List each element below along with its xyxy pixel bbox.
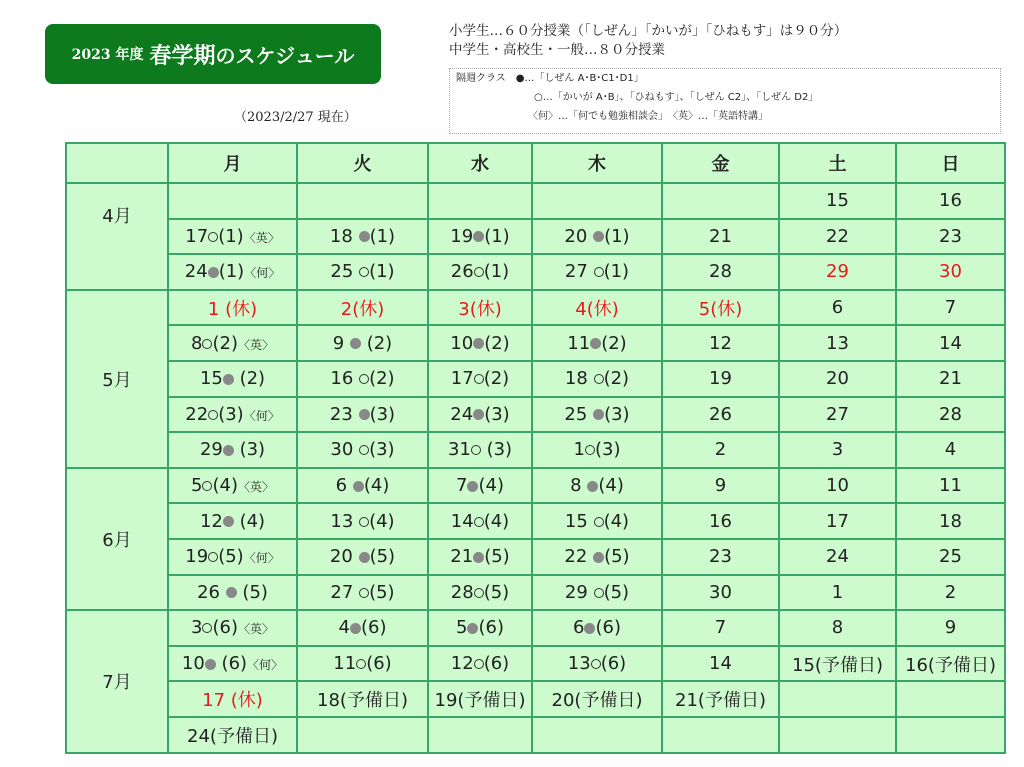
day-cell-sun: 23: [896, 219, 1005, 255]
day-cell-thu: 15 (4): [532, 503, 662, 539]
day-cell-tue: 23 (3): [297, 397, 428, 433]
day-cell-sun: 11: [896, 468, 1005, 504]
day-cell-thu: 8 (4): [532, 468, 662, 504]
calendar-row: [66, 681, 1005, 717]
day-cell-mon: 17 (1)〈英〉: [168, 219, 297, 255]
title-schedule: のスケジュール: [215, 43, 355, 68]
calendar-row: [66, 290, 1005, 326]
biweekly-dot-icon: [350, 623, 361, 634]
biweekly-dot-icon: [473, 409, 484, 420]
day-cell-wed: 24 (3): [428, 397, 532, 433]
day-cell-sat: 3: [779, 432, 896, 468]
day-cell-tue: 25 (1): [297, 254, 428, 290]
weekday-sat: 土: [779, 143, 896, 183]
day-cell-sun: 21: [896, 361, 1005, 397]
biweekly-ring-icon: [359, 517, 369, 527]
day-cell-fri: 21(予備日): [662, 681, 779, 717]
class-length-info: [449, 22, 847, 60]
day-cell-sat: 15: [779, 183, 896, 219]
as-of-date: （2023/2/27 現在）: [234, 110, 357, 125]
day-cell-mon: 1 (休): [168, 290, 297, 326]
day-cell-sun: 28: [896, 397, 1005, 433]
day-cell-thu: 25 (3): [532, 397, 662, 433]
biweekly-dot-icon: [467, 623, 478, 634]
day-cell-wed: 3(休): [428, 290, 532, 326]
day-cell-fri: 21: [662, 219, 779, 255]
biweekly-dot-icon: [587, 481, 598, 492]
biweekly-dot-icon: [593, 231, 604, 242]
day-cell-wed: 10 (2): [428, 325, 532, 361]
weekday-sun: 日: [896, 143, 1005, 183]
day-cell-sun: [896, 717, 1005, 753]
day-cell-fri: 30: [662, 575, 779, 611]
calendar-row: [66, 325, 1005, 361]
day-cell-tue: 16 (2): [297, 361, 428, 397]
month-label: 6月: [66, 468, 168, 610]
biweekly-ring-icon: [208, 232, 218, 242]
day-cell-sat: 8: [779, 610, 896, 646]
day-cell-fri: 19: [662, 361, 779, 397]
biweekly-ring-icon: [359, 588, 369, 598]
day-cell-tue: 18 (1): [297, 219, 428, 255]
day-cell-tue: 11 (6): [297, 646, 428, 682]
biweekly-ring-icon: [474, 374, 484, 384]
day-cell-wed: 26 (1): [428, 254, 532, 290]
day-cell-sat: [779, 717, 896, 753]
info-secondary: 中学生・高校生・一般…８０分授業: [449, 42, 665, 58]
biweekly-ring-icon: [585, 445, 595, 455]
day-cell-thu: 1 (3): [532, 432, 662, 468]
day-cell-fri: [662, 717, 779, 753]
calendar-row: [66, 575, 1005, 611]
day-cell-fri: 5(休): [662, 290, 779, 326]
day-cell-thu: 22 (5): [532, 539, 662, 575]
day-cell-thu: 13 (6): [532, 646, 662, 682]
biweekly-ring-icon: [359, 445, 369, 455]
day-cell-tue: 9 (2): [297, 325, 428, 361]
day-cell-mon: 24 (1)〈何〉: [168, 254, 297, 290]
day-cell-thu: 6 (6): [532, 610, 662, 646]
day-cell-sat: 10: [779, 468, 896, 504]
day-cell-sun: 30: [896, 254, 1005, 290]
day-cell-sat: 17: [779, 503, 896, 539]
biweekly-dot-icon: [467, 481, 478, 492]
day-cell-sun: 14: [896, 325, 1005, 361]
title-banner: [45, 24, 381, 84]
biweekly-dot-icon: [473, 338, 484, 349]
day-cell-sat: 15(予備日): [779, 646, 896, 682]
biweekly-dot-icon: [353, 481, 364, 492]
biweekly-ring-icon: [594, 588, 604, 598]
day-cell-fri: 23: [662, 539, 779, 575]
day-cell-thu: 29 (5): [532, 575, 662, 611]
day-cell-fri: 28: [662, 254, 779, 290]
calendar-row: [66, 646, 1005, 682]
schedule-calendar: [65, 142, 1006, 754]
biweekly-ring-icon: [594, 517, 604, 527]
legend-biweekly-ring: ○…「かいが A･B」、「ひねもす」、「しぜん C2」、「しぜん D2」: [534, 92, 819, 103]
day-cell-tue: [297, 183, 428, 219]
biweekly-ring-icon: [471, 445, 481, 455]
day-cell-sat: 6: [779, 290, 896, 326]
weekday-fri: 金: [662, 143, 779, 183]
day-cell-fri: 9: [662, 468, 779, 504]
month-label: 5月: [66, 290, 168, 468]
day-cell-sun: 25: [896, 539, 1005, 575]
biweekly-dot-icon: [593, 552, 604, 563]
day-cell-tue: [297, 717, 428, 753]
biweekly-ring-icon: [356, 659, 366, 669]
calendar-row: [66, 717, 1005, 753]
biweekly-dot-icon: [584, 623, 595, 634]
biweekly-ring-icon: [202, 481, 212, 491]
calendar-row: [66, 610, 1005, 646]
biweekly-dot-icon: [359, 231, 370, 242]
biweekly-ring-icon: [474, 267, 484, 277]
biweekly-dot-icon: [223, 374, 234, 385]
day-cell-wed: 7 (4): [428, 468, 532, 504]
day-cell-thu: [532, 183, 662, 219]
day-cell-mon: 29 (3): [168, 432, 297, 468]
day-cell-sat: [779, 681, 896, 717]
day-cell-tue: 20 (5): [297, 539, 428, 575]
day-cell-wed: 21 (5): [428, 539, 532, 575]
weekday-mon: 月: [168, 143, 297, 183]
day-cell-mon: 3 (6)〈英〉: [168, 610, 297, 646]
day-cell-sun: 7: [896, 290, 1005, 326]
day-cell-sat: 27: [779, 397, 896, 433]
day-cell-mon: 19 (5)〈何〉: [168, 539, 297, 575]
day-cell-thu: 4(休): [532, 290, 662, 326]
day-cell-sun: 16: [896, 183, 1005, 219]
biweekly-ring-icon: [474, 517, 484, 527]
biweekly-ring-icon: [594, 374, 604, 384]
biweekly-dot-icon: [473, 552, 484, 563]
biweekly-dot-icon: [359, 552, 370, 563]
day-cell-sun: 4: [896, 432, 1005, 468]
day-cell-fri: [662, 183, 779, 219]
day-cell-wed: 31 (3): [428, 432, 532, 468]
day-cell-thu: 18 (2): [532, 361, 662, 397]
day-cell-sat: 20: [779, 361, 896, 397]
calendar-row: [66, 397, 1005, 433]
day-cell-fri: 16: [662, 503, 779, 539]
biweekly-dot-icon: [473, 231, 484, 242]
calendar-row: [66, 432, 1005, 468]
day-cell-tue: 30 (3): [297, 432, 428, 468]
day-cell-wed: 17 (2): [428, 361, 532, 397]
day-cell-thu: 20 (1): [532, 219, 662, 255]
biweekly-ring-icon: [202, 623, 212, 633]
day-cell-mon: [168, 183, 297, 219]
day-cell-sun: 18: [896, 503, 1005, 539]
day-cell-fri: 2: [662, 432, 779, 468]
day-cell-tue: 2(休): [297, 290, 428, 326]
day-cell-wed: [428, 717, 532, 753]
day-cell-tue: 18(予備日): [297, 681, 428, 717]
day-cell-fri: 26: [662, 397, 779, 433]
day-cell-fri: 7: [662, 610, 779, 646]
biweekly-dot-icon: [593, 409, 604, 420]
biweekly-ring-icon: [208, 552, 218, 562]
info-elementary: 小学生…６０分授業（「しぜん」「かいが」「ひねもす」は９０分）: [449, 23, 848, 39]
biweekly-dot-icon: [205, 659, 216, 670]
calendar-row: [66, 254, 1005, 290]
calendar-row: [66, 361, 1005, 397]
title-year: 2023 年度: [71, 47, 144, 63]
biweekly-dot-icon: [590, 338, 601, 349]
weekday-wed: 水: [428, 143, 532, 183]
day-cell-wed: 14 (4): [428, 503, 532, 539]
calendar-row: [66, 219, 1005, 255]
calendar-row: [66, 183, 1005, 219]
day-cell-sat: 29: [779, 254, 896, 290]
day-cell-thu: 27 (1): [532, 254, 662, 290]
day-cell-sun: 9: [896, 610, 1005, 646]
day-cell-tue: 27 (5): [297, 575, 428, 611]
day-cell-tue: 6 (4): [297, 468, 428, 504]
day-cell-sun: [896, 681, 1005, 717]
day-cell-mon: 24(予備日): [168, 717, 297, 753]
day-cell-mon: 5 (4)〈英〉: [168, 468, 297, 504]
biweekly-ring-icon: [591, 659, 601, 669]
day-cell-thu: 11 (2): [532, 325, 662, 361]
day-cell-mon: 8 (2)〈英〉: [168, 325, 297, 361]
day-cell-fri: 14: [662, 646, 779, 682]
biweekly-dot-icon: [226, 587, 237, 598]
day-cell-mon: 15 (2): [168, 361, 297, 397]
biweekly-ring-icon: [594, 267, 604, 277]
biweekly-ring-icon: [208, 410, 218, 420]
month-label: 7月: [66, 610, 168, 752]
day-cell-tue: 13 (4): [297, 503, 428, 539]
title-term: 春学期: [149, 43, 216, 69]
biweekly-dot-icon: [223, 445, 234, 456]
day-cell-wed: 28 (5): [428, 575, 532, 611]
day-cell-mon: 10 (6)〈何〉: [168, 646, 297, 682]
biweekly-ring-icon: [359, 374, 369, 384]
day-cell-tue: 4 (6): [297, 610, 428, 646]
day-cell-wed: 19 (1): [428, 219, 532, 255]
biweekly-dot-icon: [223, 516, 234, 527]
biweekly-ring-icon: [474, 588, 484, 598]
day-cell-wed: [428, 183, 532, 219]
day-cell-thu: 20(予備日): [532, 681, 662, 717]
biweekly-dot-icon: [350, 338, 361, 349]
biweekly-dot-icon: [208, 267, 219, 278]
legend-box: [449, 68, 1001, 134]
day-cell-wed: 19(予備日): [428, 681, 532, 717]
day-cell-wed: 12 (6): [428, 646, 532, 682]
day-cell-sun: 16(予備日): [896, 646, 1005, 682]
biweekly-ring-icon: [359, 267, 369, 277]
month-label: 4月: [66, 183, 168, 290]
biweekly-ring-icon: [202, 339, 212, 349]
legend-special: 〈何〉…「何でも勉強相談会」 〈英〉…「英語特講」: [528, 111, 768, 122]
day-cell-mon: 26 (5): [168, 575, 297, 611]
calendar-row: [66, 503, 1005, 539]
day-cell-mon: 22 (3)〈何〉: [168, 397, 297, 433]
day-cell-wed: 5 (6): [428, 610, 532, 646]
weekday-thu: 木: [532, 143, 662, 183]
legend-biweekly-dot: 隔週クラス ●…「しぜん A･B･C1･D1」: [456, 73, 644, 84]
day-cell-sat: 13: [779, 325, 896, 361]
day-cell-sat: 1: [779, 575, 896, 611]
calendar-row: [66, 468, 1005, 504]
corner-cell: [66, 143, 168, 183]
day-cell-sun: 2: [896, 575, 1005, 611]
day-cell-thu: [532, 717, 662, 753]
day-cell-sat: 22: [779, 219, 896, 255]
day-cell-sat: 24: [779, 539, 896, 575]
day-cell-mon: 17 (休): [168, 681, 297, 717]
day-cell-mon: 12 (4): [168, 503, 297, 539]
biweekly-ring-icon: [474, 659, 484, 669]
calendar-row: [66, 539, 1005, 575]
biweekly-dot-icon: [359, 409, 370, 420]
day-cell-fri: 12: [662, 325, 779, 361]
weekday-tue: 火: [297, 143, 428, 183]
